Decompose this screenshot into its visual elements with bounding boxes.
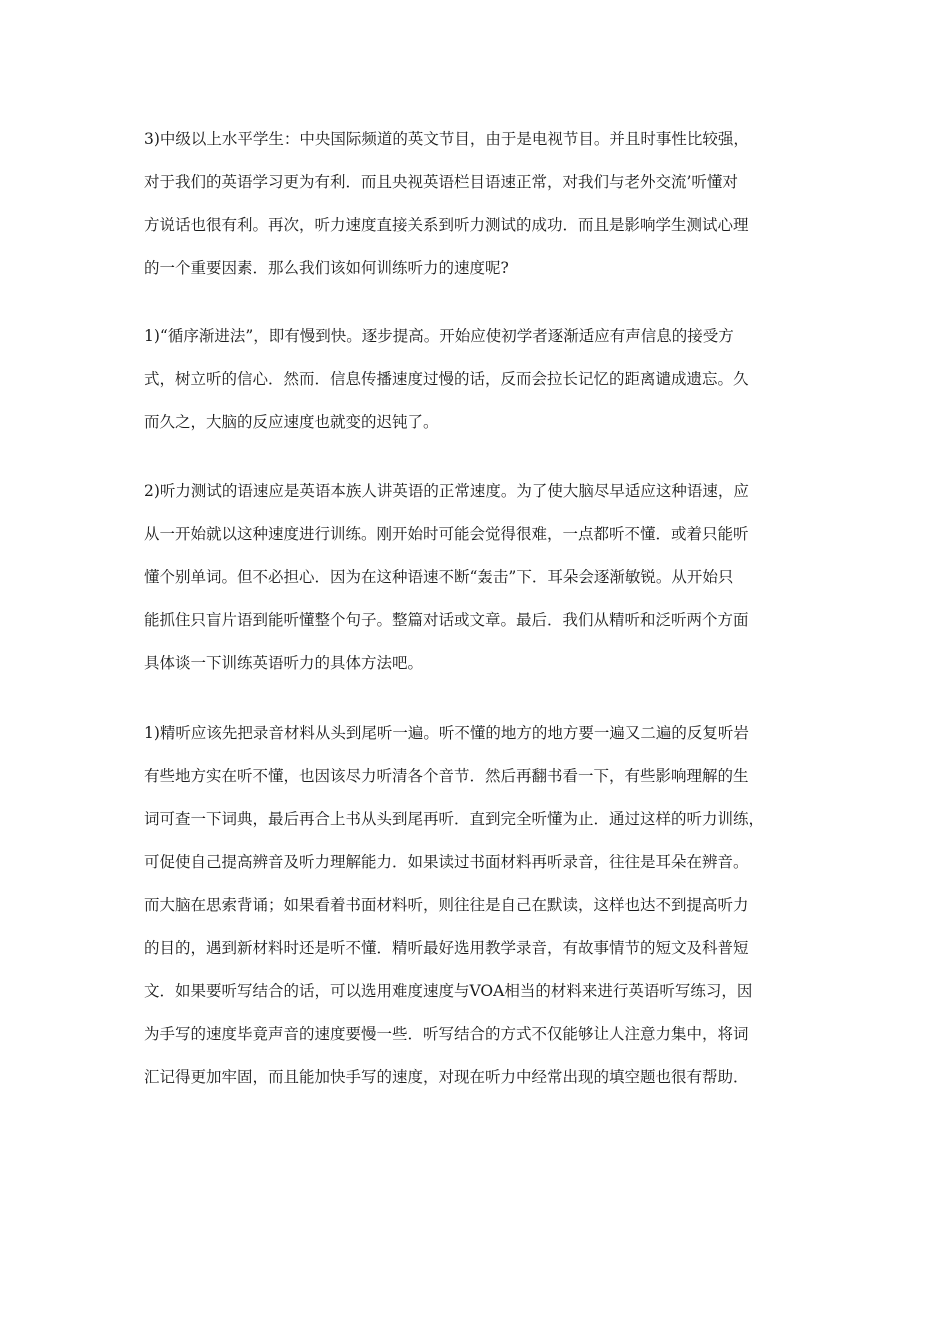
text-line: 可促使自己提高辨音及听力理解能力．如果读过书面材料再听录音，往往是耳朵在辨音。	[144, 853, 749, 871]
text-line: 的一个重要因素．那么我们该如何训练听力的速度呢?	[144, 259, 509, 277]
paragraph-gradual-method	[144, 315, 814, 444]
text-line: 懂个别单词。但不必担心．因为在这种语速不断“轰击”下．耳朵会逐渐敏锐。从开始只	[144, 568, 734, 586]
text-line: 而大脑在思索背诵；如果看着书面材料听，则往往是自己在默读，这样也达不到提高听力	[144, 896, 749, 914]
paragraph-intermediate-level	[144, 118, 814, 290]
document-body	[144, 118, 814, 1127]
text-line: 1)“循序渐进法”，即有慢到快。逐步提高。开始应使初学者逐渐适应有声信息的接受方	[144, 327, 734, 345]
text-line: 汇记得更加牢固，而且能加快手写的速度，对现在听力中经常出现的填空题也很有帮助．	[144, 1068, 749, 1086]
text-line: 有些地方实在听不懂，也因该尽力听清各个音节．然后再翻书看一下，有些影响理解的生	[144, 767, 749, 785]
text-line: 式，树立听的信心．然而．信息传播速度过慢的话，反而会拉长记忆的距离谴成遗忘。久	[144, 370, 749, 388]
text-line: 文．如果要听写结合的话，可以选用难度速度与VOA相当的材料来进行英语听写练习，因	[144, 982, 753, 1000]
text-line: 的目的，遇到新材料时还是听不懂．精听最好选用教学录音，有故事情节的短文及科普短	[144, 939, 749, 957]
paragraph-normal-speed	[144, 470, 814, 685]
text-line: 2)听力测试的语速应是英语本族人讲英语的正常速度。为了使大脑尽早适应这种语速，应	[144, 482, 749, 500]
text-line: 从一开始就以这种速度进行训练。刚开始时可能会觉得很难，一点都听不懂．或着只能听	[144, 525, 749, 543]
text-line: 词可查一下词典，最后再合上书从头到尾再听．直到完全听懂为止．通过这样的听力训练，	[144, 810, 765, 828]
text-line: 而久之，大脑的反应速度也就变的迟钝了。	[144, 413, 439, 431]
text-line: 具体谈一下训练英语听力的具体方法吧。	[144, 654, 424, 672]
text-line: 1)精听应该先把录音材料从头到尾听一遍。听不懂的地方的地方要一遍又二遍的反复听岩	[144, 724, 749, 742]
text-line: 方说话也很有利。再次，听力速度直接关系到听力测试的成功．而且是影响学生测试心理	[144, 216, 749, 234]
text-line: 对于我们的英语学习更为有利．而且央视英语栏目语速正常，对我们与老外交流’听懂对	[144, 173, 738, 191]
text-line: 为手写的速度毕竟声音的速度要慢一些．听写结合的方式不仅能够让人注意力集中，将词	[144, 1025, 749, 1043]
text-line: 能抓住只盲片语到能听懂整个句子。整篇对话或文章。最后．我们从精听和泛听两个方面	[144, 611, 749, 629]
text-line: 3)中级以上水平学生：中央国际频道的英文节目，由于是电视节目。并且时事性比较强，	[144, 130, 749, 148]
paragraph-intensive-listening	[144, 712, 814, 1099]
